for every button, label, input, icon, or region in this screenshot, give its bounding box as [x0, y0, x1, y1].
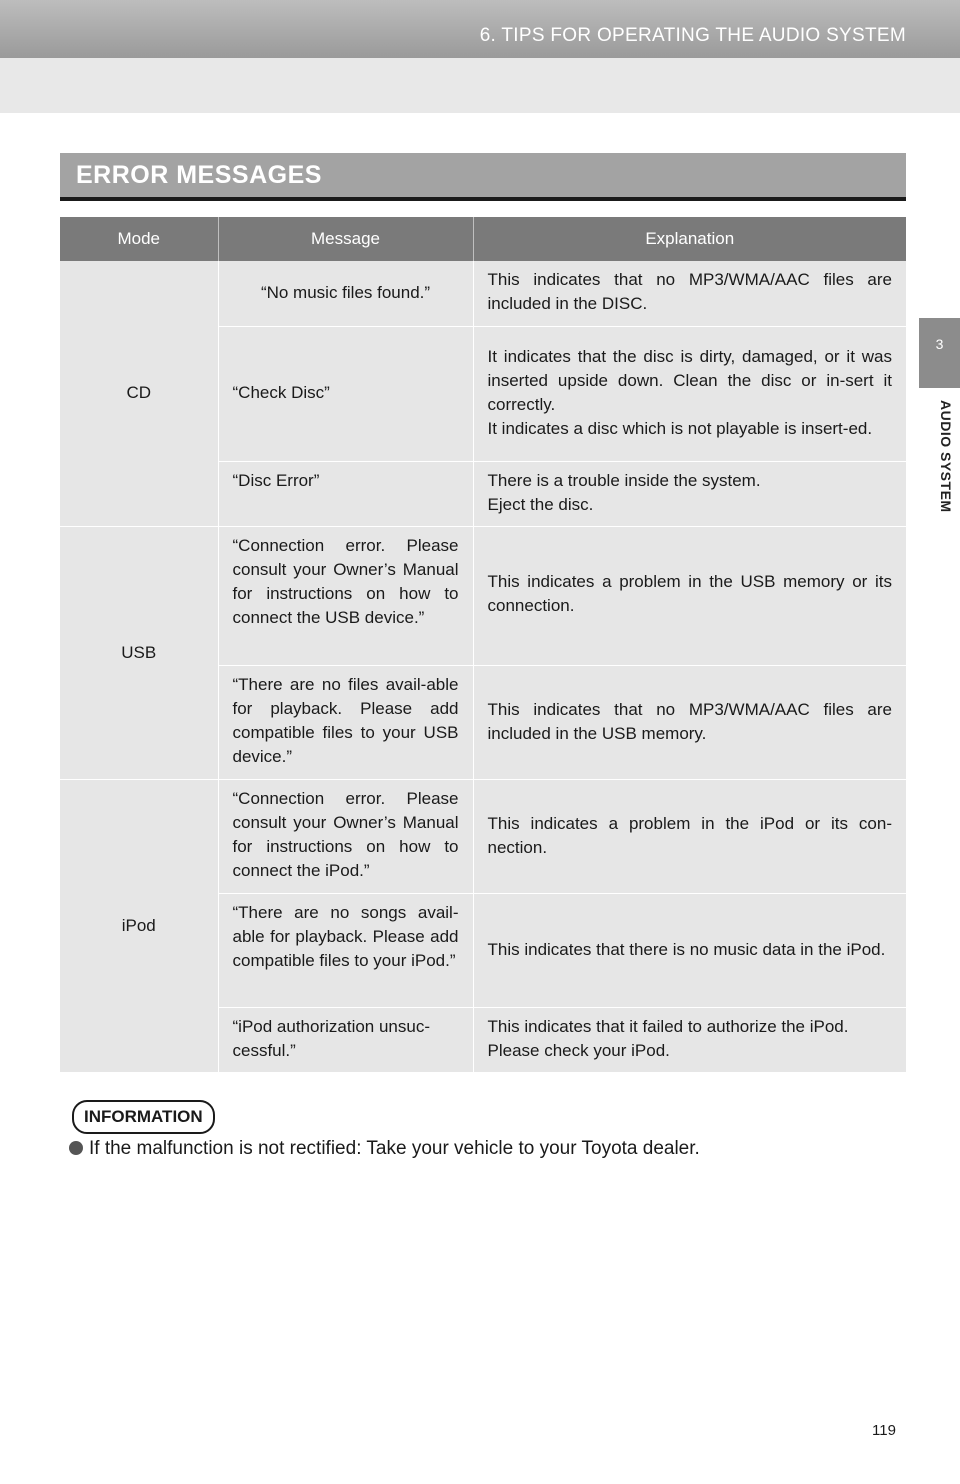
message-cell: “There are no files avail-able for playback. Please add compatible files to your USB device.”: [218, 665, 473, 779]
message-cell: “Disc Error”: [218, 461, 473, 526]
explanation-cell: [473, 461, 906, 526]
explanation-cell: This indicates a problem in the USB memory or its connection.: [473, 526, 906, 665]
explanation-cell: This indicates that no MP3/WMA/AAC files are included in the USB memory.: [473, 665, 906, 779]
mode-cell-usb: USB: [60, 526, 218, 779]
message-cell: “There are no songs avail-able for playback. Please add compatible files to your iPod.”: [218, 893, 473, 1007]
explanation-line: Eject the disc.: [487, 494, 594, 514]
explanation-cell: This indicates that there is no music data in the iPod.: [473, 893, 906, 1007]
section-header: [60, 153, 906, 201]
mode-cell-cd: CD: [60, 261, 218, 526]
explanation-cell: [473, 326, 906, 461]
message-column-header: Message: [218, 217, 473, 261]
message-cell: “Connection error. Please consult your Owner’s Manual for instructions on how to connect the USB device.”: [218, 526, 473, 665]
explanation-column-header: Explanation: [473, 217, 906, 261]
message-cell: “No music files found.”: [218, 261, 473, 326]
explanation-cell: [473, 1007, 906, 1072]
section-title: ERROR MESSAGES: [76, 161, 322, 189]
mode-column-header: Mode: [60, 217, 218, 261]
information-item: [69, 1138, 700, 1160]
message-cell: “Check Disc”: [218, 326, 473, 461]
error-messages-table: [60, 217, 906, 1073]
explanation-line: There is a trouble inside the system.: [487, 470, 761, 490]
page-number: 119: [872, 1422, 896, 1439]
message-cell: “Connection error. Please consult your Owner’s Manual for instructions on how to connect the iPod.”: [218, 779, 473, 893]
explanation-line: Please check your iPod.: [487, 1040, 670, 1060]
table-header-row: [60, 217, 906, 261]
information-text: If the malfunction is not rectified: Take your vehicle to your Toyota dealer.: [89, 1138, 700, 1159]
header-bar: [0, 0, 960, 58]
chapter-title: 6. TIPS FOR OPERATING THE AUDIO SYSTEM: [479, 25, 906, 46]
explanation-line: It indicates a disc which is not playable is insert-ed.: [487, 419, 873, 438]
explanation-cell: This indicates that no MP3/WMA/AAC files are included in the DISC.: [473, 261, 906, 326]
table-row: [60, 261, 906, 326]
side-tab-label: AUDIO SYSTEM: [938, 400, 954, 513]
mode-cell-ipod: iPod: [60, 779, 218, 1072]
bullet-icon: [69, 1141, 83, 1155]
table-row: [60, 779, 906, 893]
explanation-cell: This indicates a problem in the iPod or its con-nection.: [473, 779, 906, 893]
information-label: INFORMATION: [72, 1100, 215, 1134]
table-row: [60, 526, 906, 665]
explanation-line: It indicates that the disc is dirty, damaged, or it was inserted upside down. Clean the disc or in-sert it correctly.: [487, 347, 892, 414]
message-cell: “iPod authorization unsuc-cessful.”: [218, 1007, 473, 1072]
explanation-line: This indicates that it failed to authorize the iPod.: [487, 1016, 849, 1036]
side-tab-number: 3: [919, 318, 960, 388]
